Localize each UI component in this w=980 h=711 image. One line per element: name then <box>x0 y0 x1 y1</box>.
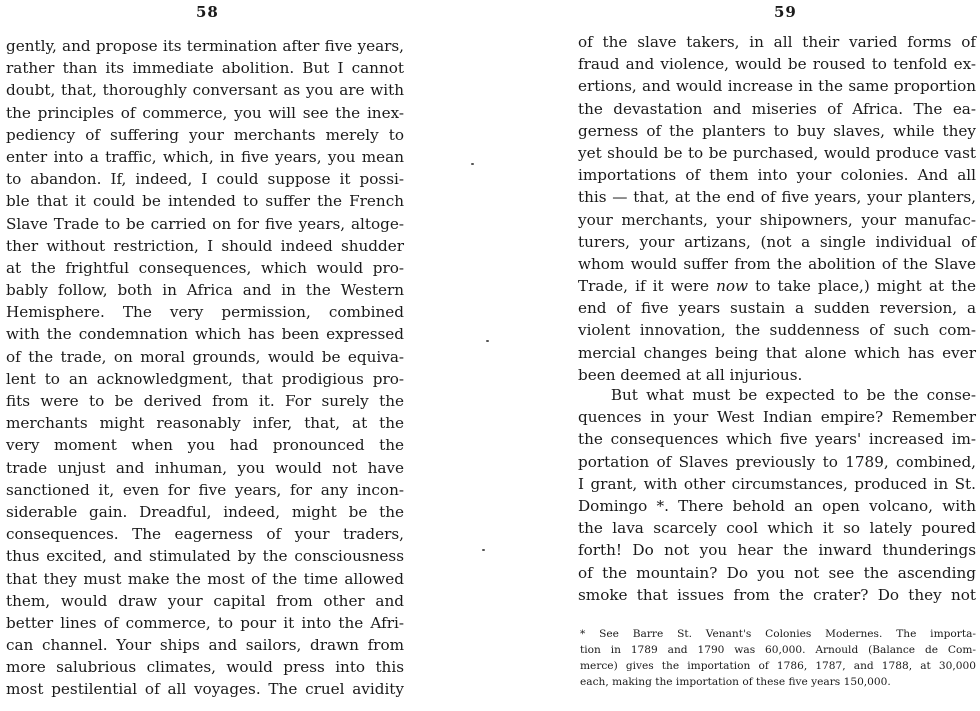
text-line: them, would draw your capital from other and <box>6 591 404 610</box>
text-line: merchants might reasonably infer, that, at the <box>6 414 404 433</box>
text-line: pediency of suffering your merchants merely to <box>6 125 404 144</box>
text-line: Hemisphere. The very permission, combined <box>6 303 404 322</box>
text-line: can channel. Your ships and sailors, drawn from <box>6 636 404 655</box>
text-line: bably follow, both in Africa and in the Western <box>6 281 404 300</box>
text-line: forth! Do not you hear the inward thunderings <box>578 541 976 560</box>
text-line: fits were to be derived from it. For surely the <box>6 392 404 410</box>
text-line: that they must make the most of the time allowed <box>6 569 404 588</box>
text-line-with-italic <box>578 275 976 297</box>
text-line: violent innovation, the suddenness of such com- <box>578 321 976 340</box>
text-line: gently, and propose its termination after five years, <box>6 37 404 55</box>
text-line: consequences. The eagerness of your traders, <box>6 525 404 544</box>
right-page-paragraph-1 <box>578 31 976 386</box>
italic-word: now <box>716 277 749 296</box>
text-line: importations of them into your colonies. And all <box>578 166 976 185</box>
text-line: more salubrious climates, would press into this <box>6 658 404 677</box>
text-line: siderable gain. Dreadful, indeed, might be the <box>6 502 404 521</box>
text-line: gerness of the planters to buy slaves, while they <box>578 121 976 140</box>
right-page-paragraph-2 <box>578 384 976 606</box>
text-line: turers, your artizans, (not a single individual of <box>578 232 976 251</box>
text-line: trade unjust and inhuman, you would not have <box>6 458 404 477</box>
text-line: whom would suffer from the abolition of the Slave <box>578 254 976 273</box>
footnote-line: each, making the importation of these five years 150,000. <box>580 676 891 688</box>
print-speck <box>486 340 489 342</box>
text-line: ther without restriction, I should indeed shudder <box>6 236 404 255</box>
text-line: very moment when you had pronounced the <box>6 436 404 455</box>
text-line: Domingo *. There behold an open volcano, with <box>578 496 976 515</box>
text-line: better lines of commerce, to pour it into the Afri- <box>6 613 404 632</box>
text-line: the devastation and miseries of Africa. The ea- <box>578 99 976 118</box>
text-line: to abandon. If, indeed, I could suppose it possi- <box>6 170 404 189</box>
text-line: with the condemnation which has been expressed <box>6 325 404 344</box>
text-line: yet should be to be purchased, would produce vast <box>578 143 976 162</box>
text-line: rather than its immediate abolition. But I cannot <box>6 59 404 78</box>
text-line: at the frightful consequences, which would pro- <box>6 258 404 277</box>
text-line: of the slave takers, in all their varied forms of <box>578 33 976 51</box>
text-line: enter into a traffic, which, in five years, you mean <box>6 147 404 166</box>
text-line: smoke that issues from the crater? Do they not <box>578 585 976 604</box>
page-number-left: 58 <box>196 3 219 21</box>
text-line: lent to an acknowledgment, that prodigious pro- <box>6 369 404 388</box>
footnote <box>580 626 976 690</box>
text-line: portation of Slaves previously to 1789, combined, <box>578 452 976 471</box>
text-line: the consequences which five years' increased im- <box>578 430 976 449</box>
text-fragment: to take place,) might at the <box>748 277 977 296</box>
text-line: most pestilential of all voyages. The cruel avidity <box>6 680 404 699</box>
text-line: of the mountain? Do you not see the ascending <box>578 563 976 582</box>
text-line: But what must be expected to be the conse- <box>578 386 976 404</box>
text-line: Slave Trade to be carried on for five years, altoge- <box>6 214 404 233</box>
text-line: sanctioned it, even for five years, for any incon- <box>6 480 404 499</box>
text-line: end of five years sustain a sudden reversion, a <box>578 299 976 318</box>
text-line: fraud and violence, would be roused to tenfold ex- <box>578 55 976 74</box>
text-line: been deemed at all injurious. <box>578 365 803 384</box>
print-speck <box>482 549 485 551</box>
footnote-line: * See Barre St. Venant's Colonies Modernes. The importa- <box>580 628 976 640</box>
text-line: this — that, at the end of five years, your planters, <box>578 188 976 207</box>
print-speck <box>471 163 474 165</box>
left-page-text <box>6 35 404 701</box>
text-line: thus excited, and stimulated by the consciousness <box>6 547 404 566</box>
footnote-line: tion in 1789 and 1790 was 60,000. Arnould (Balance de Com- <box>580 644 976 656</box>
text-line: doubt, that, thoroughly conversant as you are with <box>6 81 404 100</box>
text-line: ble that it could be intended to suffer the French <box>6 192 404 211</box>
footnote-line: merce) gives the importation of 1786, 1787, and 1788, at 30,000 <box>580 660 976 672</box>
text-line: your merchants, your shipowners, your manufac- <box>578 210 976 229</box>
page-number-right: 59 <box>774 3 797 21</box>
text-fragment: Trade, if it were <box>578 277 717 296</box>
text-line: the lava scarcely cool which it so lately poured <box>578 519 976 538</box>
text-line: ertions, and would increase in the same proportion <box>578 77 976 96</box>
text-line: quences in your West Indian empire? Remember <box>578 408 976 427</box>
text-line: of the trade, on moral grounds, would be equiva- <box>6 347 404 366</box>
text-line: mercial changes being that alone which has ever <box>578 343 976 362</box>
text-line: the principles of commerce, you will see the inex- <box>6 103 404 122</box>
text-line: I grant, with other circumstances, produced in St. <box>578 474 976 493</box>
